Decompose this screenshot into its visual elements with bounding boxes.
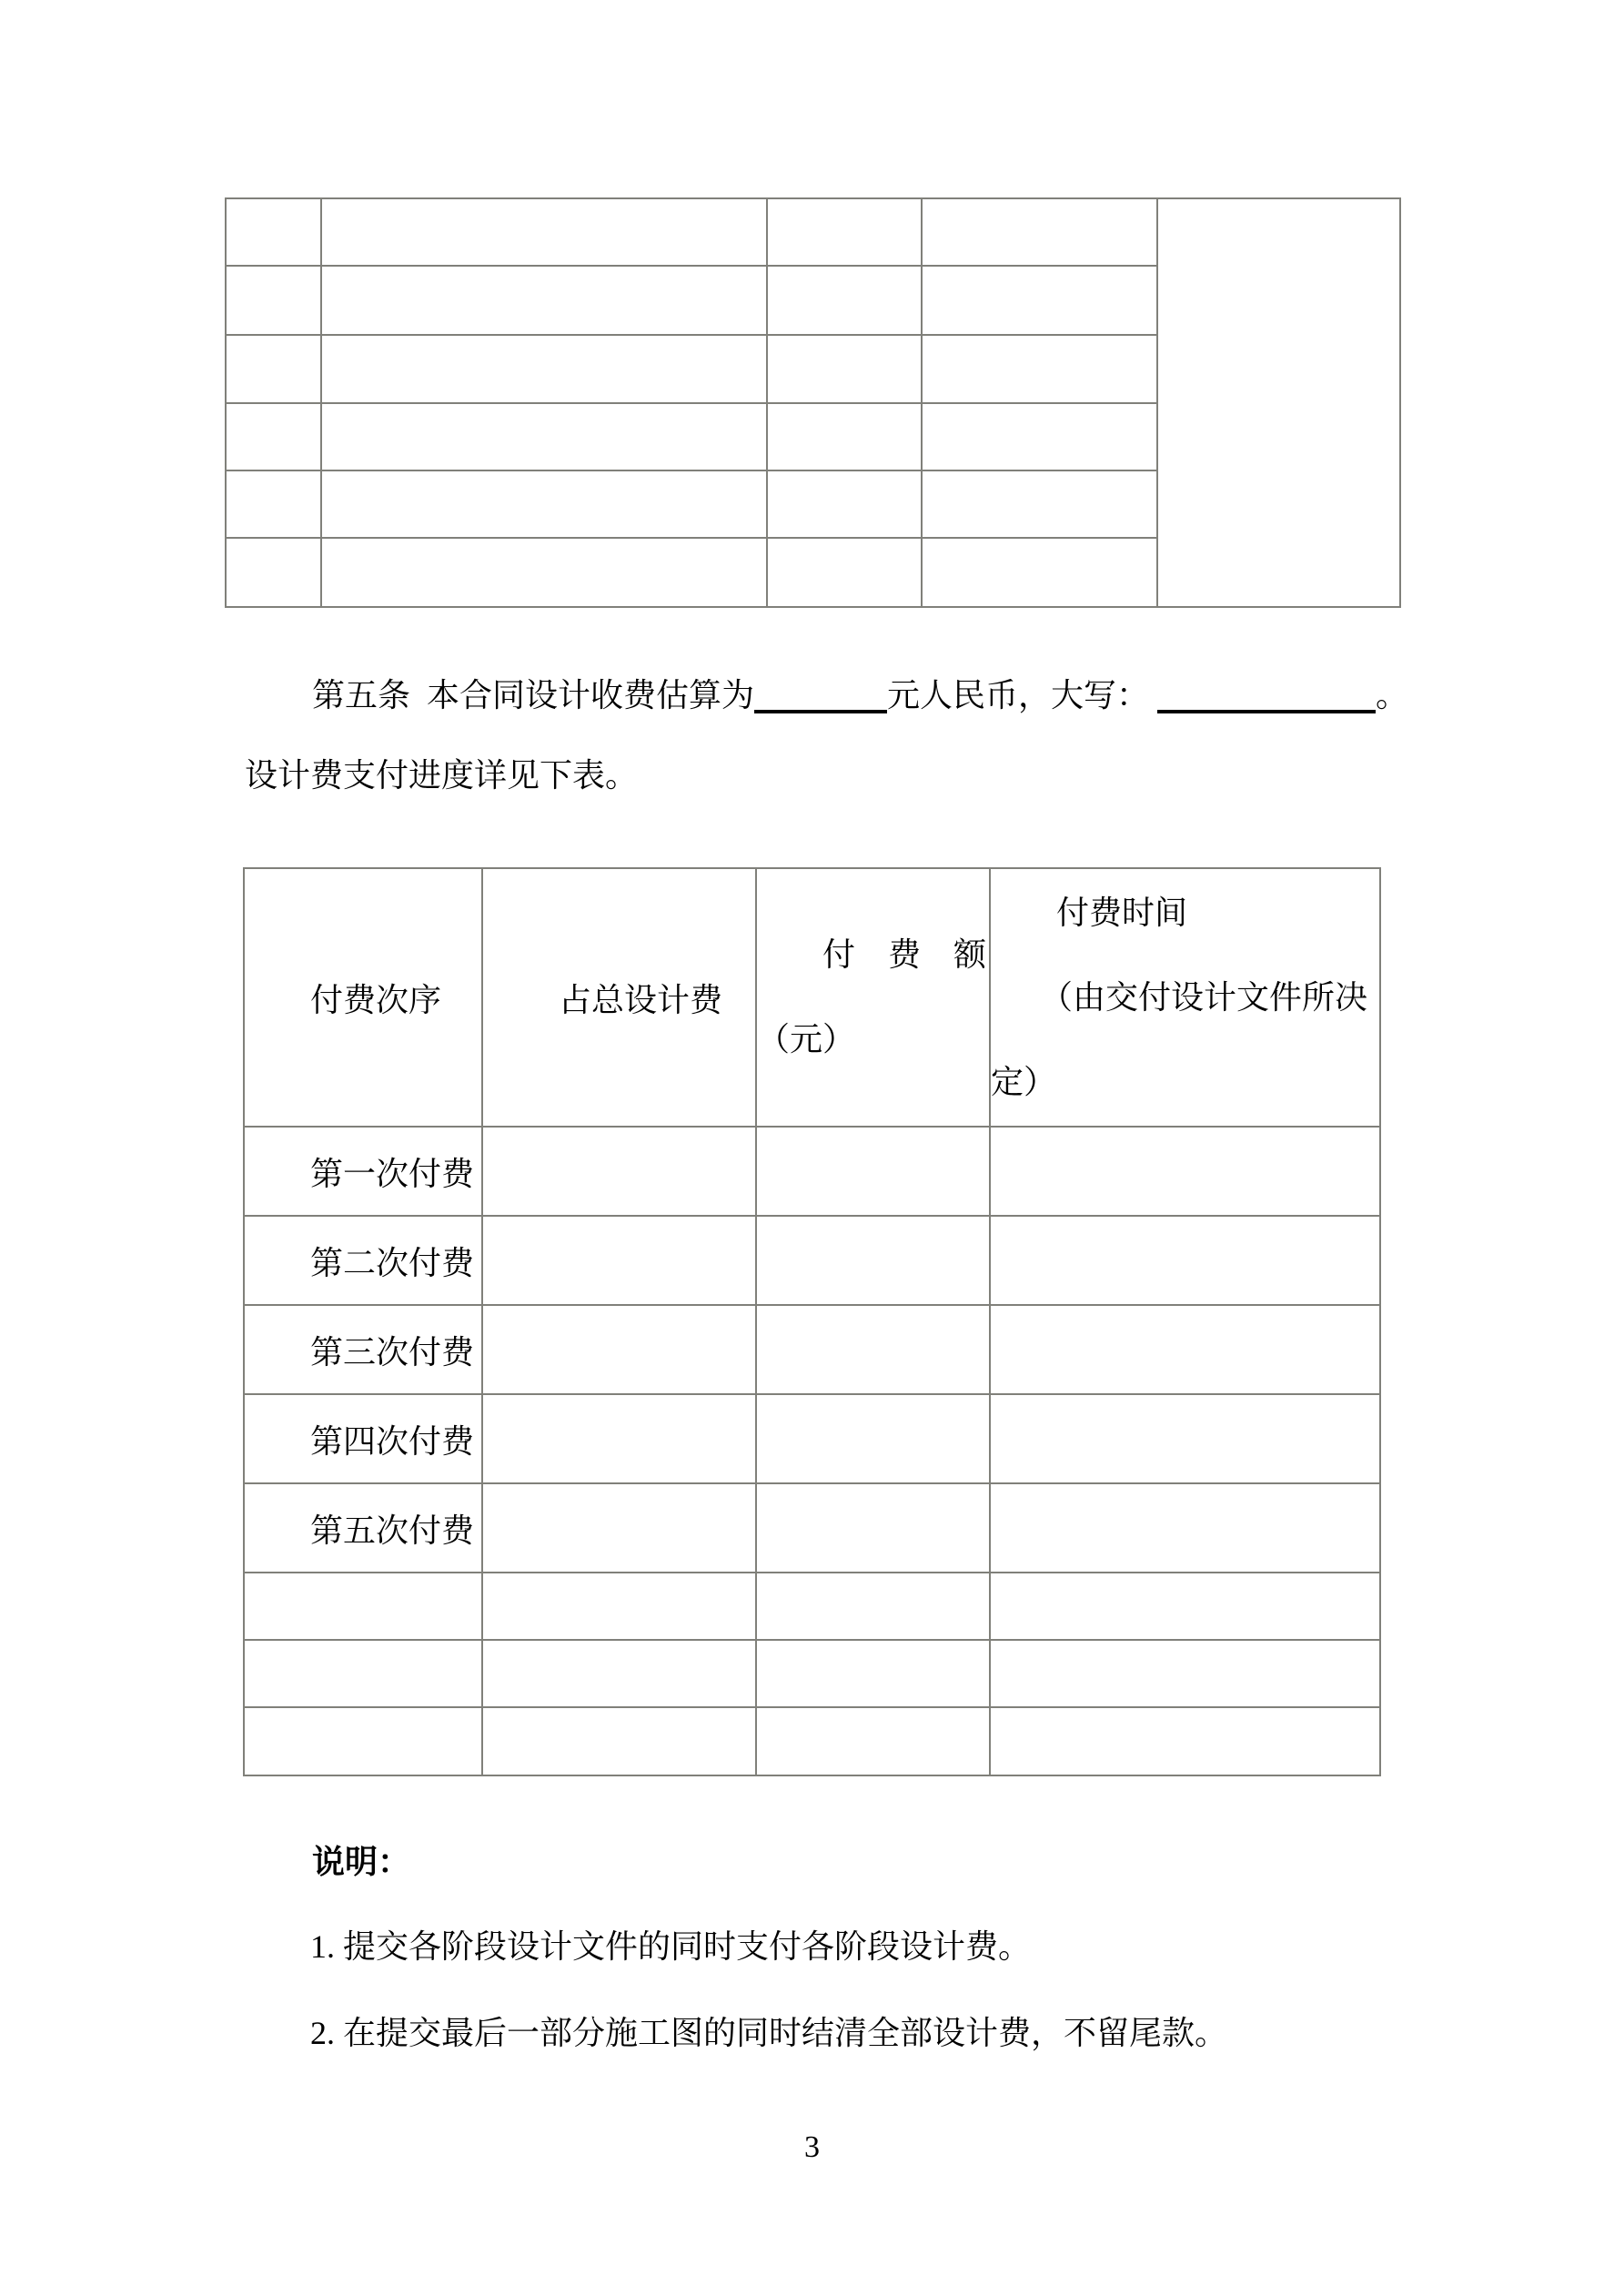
payment-row-label: 第二次付费 [244, 1216, 482, 1305]
payment-cell [990, 1640, 1380, 1707]
payment-schedule-table [243, 867, 1381, 1776]
payment-cell [756, 1394, 990, 1483]
payment-cell [990, 1305, 1380, 1394]
blank-merged-cell [1157, 198, 1400, 607]
payment-table-header-row [244, 868, 1380, 1127]
blank-cell [767, 538, 922, 607]
blank-cell [226, 198, 321, 266]
header-payment-order: 付费次序 [244, 868, 482, 1127]
clause-5-paragraph [245, 675, 1473, 715]
header-line: （元） [757, 1021, 856, 1057]
empty-row-label [244, 1573, 482, 1640]
blank-cell [922, 470, 1157, 538]
header-line: 付 费 额 [757, 936, 987, 973]
header-share-of-total-fee: 占总设计费 [482, 868, 756, 1127]
payment-cell [482, 1216, 756, 1305]
payment-cell [990, 1127, 1380, 1216]
payment-cell [990, 1216, 1380, 1305]
blank-cell [321, 198, 767, 266]
payment-progress-note-line: 设计费支付进度详见下表。 [245, 757, 639, 794]
amount-blank-field [754, 710, 887, 713]
payment-cell [756, 1305, 990, 1394]
note-item-1: 1. 提交各阶段设计文件的同时支付各阶段设计费。 [310, 1928, 1032, 1965]
payment-table-row [244, 1305, 1380, 1394]
header-payment-time [990, 868, 1380, 1127]
blank-cell [922, 266, 1157, 335]
blank-cell [767, 403, 922, 470]
notes-heading: 说明： [312, 1844, 411, 1880]
payment-row-label: 第三次付费 [244, 1305, 482, 1394]
payment-cell [990, 1573, 1380, 1640]
blank-cell [922, 538, 1157, 607]
header-line: 定） [991, 1063, 1057, 1100]
payment-row-label: 第五次付费 [244, 1483, 482, 1573]
payment-cell [990, 1394, 1380, 1483]
payment-cell [990, 1483, 1380, 1573]
payment-cell [756, 1216, 990, 1305]
page-number: 3 [804, 2130, 820, 2164]
payment-cell [482, 1640, 756, 1707]
blank-cell [767, 335, 922, 403]
header-line: （由交付设计文件所决 [991, 978, 1368, 1016]
payment-table-row [244, 1127, 1380, 1216]
blank-cell [922, 335, 1157, 403]
blank-cell [226, 335, 321, 403]
amount-in-words-blank-field [1157, 710, 1376, 713]
blank-cell [767, 266, 922, 335]
blank-cell [321, 470, 767, 538]
empty-row-label [244, 1640, 482, 1707]
blank-cell [767, 470, 922, 538]
blank-cell [226, 266, 321, 335]
blank-cell [321, 538, 767, 607]
payment-cell [482, 1707, 756, 1775]
payment-table-empty-row [244, 1573, 1380, 1640]
clause-5-lead: 第五条 本合同设计收费估算为 [312, 677, 755, 713]
payment-cell [756, 1640, 990, 1707]
blank-cell [767, 198, 922, 266]
blank-cell [226, 538, 321, 607]
payment-table-row [244, 1394, 1380, 1483]
payment-cell [756, 1483, 990, 1573]
payment-table-row [244, 1216, 1380, 1305]
payment-cell [482, 1305, 756, 1394]
payment-table-row [244, 1483, 1380, 1573]
clause-5-tail: 。 [1376, 677, 1409, 713]
payment-cell [482, 1483, 756, 1573]
clause-5-mid: 元人民币，大写： [887, 677, 1158, 713]
header-payment-amount [756, 868, 990, 1127]
payment-row-label: 第一次付费 [244, 1127, 482, 1216]
blank-cell [321, 335, 767, 403]
blank-cell [922, 198, 1157, 266]
payment-cell [482, 1573, 756, 1640]
blank-cell [321, 266, 767, 335]
note-item-2: 2. 在提交最后一部分施工图的同时结清全部设计费，不留尾款。 [310, 2015, 1228, 2051]
payment-cell [756, 1573, 990, 1640]
blank-continuation-table [225, 197, 1401, 608]
blank-table-row [226, 198, 1400, 266]
payment-table-empty-row [244, 1707, 1380, 1775]
blank-cell [226, 470, 321, 538]
payment-cell [756, 1707, 990, 1775]
payment-table-empty-row [244, 1640, 1380, 1707]
payment-cell [482, 1127, 756, 1216]
blank-cell [226, 403, 321, 470]
blank-cell [321, 403, 767, 470]
empty-row-label [244, 1707, 482, 1775]
payment-row-label: 第四次付费 [244, 1394, 482, 1483]
payment-cell [482, 1394, 756, 1483]
payment-cell [990, 1707, 1380, 1775]
payment-cell [756, 1127, 990, 1216]
blank-cell [922, 403, 1157, 470]
header-line: 付费时间 [991, 894, 1188, 931]
